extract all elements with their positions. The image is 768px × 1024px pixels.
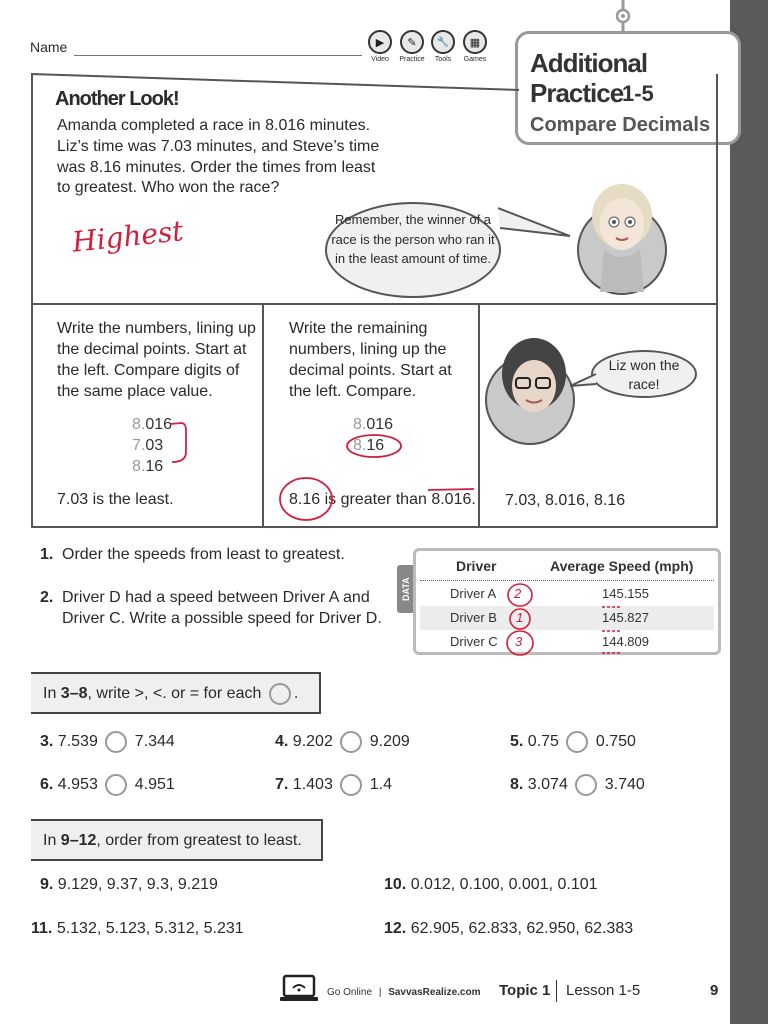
- practice-label: Practice: [399, 56, 425, 63]
- hint-speech-bubble: Remember, the winner of a race is the person who ran it in the least amount of time.: [325, 202, 501, 298]
- hook-icon: [612, 0, 634, 32]
- footer-topic: Topic 1: [499, 982, 551, 999]
- laptop-wifi-icon: [279, 974, 319, 1004]
- student-avatar-blonde: [574, 176, 670, 298]
- step2-result: 8.16 is greater than 8.016.: [289, 491, 476, 508]
- step1-number-stack: [132, 414, 172, 477]
- red-ranking-circles: [504, 581, 536, 657]
- handwritten-answer: Highest: [70, 214, 185, 259]
- page-number: 9: [710, 982, 719, 999]
- answer-circle[interactable]: [575, 774, 597, 796]
- compare-item: 7. 1.403 1.4: [275, 774, 392, 796]
- red-annotation-marks: [278, 474, 488, 524]
- table-row: Driver A 2 145.155: [450, 586, 649, 601]
- games-button[interactable]: [462, 30, 488, 63]
- compare-item: 6. 4.953 4.951: [40, 774, 175, 796]
- footer-lesson: Lesson 1-5: [566, 982, 641, 999]
- step1-number: 7.03: [132, 437, 164, 454]
- another-look-problem: Amanda completed a race in 8.016 minutes. Liz’s time was 7.03 minutes, and Steve’s time was 8.16 minutes. Order the times from least to greatest. Who won the race?: [57, 117, 380, 197]
- lesson-subtitle: Compare Decimals: [530, 114, 711, 136]
- red-bracket-mark: [168, 418, 192, 468]
- games-icon: ▦: [463, 30, 487, 54]
- answer-circle[interactable]: [340, 774, 362, 796]
- footer-go-online: Go Online | SavvasRealize.com: [327, 987, 481, 998]
- footer-divider: [556, 980, 557, 1002]
- name-field[interactable]: [74, 55, 362, 56]
- order-item: 9. 9.129, 9.37, 9.3, 9.219: [40, 876, 218, 893]
- compare-item: 8. 3.074 3.740: [510, 774, 645, 796]
- video-label: Video: [371, 56, 389, 63]
- practice-icon: ✎: [400, 30, 424, 54]
- step2-instructions: Write the remaining numbers, lining up the decimal points. Start at the left. Compare.: [289, 320, 452, 400]
- step2-number: 8.016: [353, 416, 394, 433]
- compare-item: 3. 7.539 7.344: [40, 731, 175, 753]
- video-icon: ▶: [368, 30, 392, 54]
- video-button[interactable]: [367, 30, 393, 63]
- name-label: Name: [30, 39, 68, 55]
- order-item: 12. 62.905, 62.833, 62.950, 62.383: [384, 920, 634, 937]
- table-header-speed: Average Speed (mph): [550, 558, 694, 574]
- driver-speed-table: [413, 548, 721, 655]
- step1-instructions: Write the numbers, lining up the decimal points. Start at the left. Compare digits of the same place value.: [57, 320, 256, 400]
- answer-circle[interactable]: [566, 731, 588, 753]
- steps-divider: [31, 303, 718, 305]
- table-header-driver: Driver: [456, 558, 497, 574]
- answer-circle[interactable]: [105, 774, 127, 796]
- question-2-text: Driver D had a speed between Driver A and Driver C. Write a possible speed for Driver D.: [62, 589, 382, 627]
- red-underline-marks: [602, 591, 626, 655]
- another-look-heading: Another Look!: [55, 88, 179, 110]
- realize-link[interactable]: SavvasRealize.com: [388, 987, 481, 998]
- tools-label: Tools: [434, 56, 452, 63]
- title-line2: Practice: [530, 78, 624, 108]
- question-1-text: Order the speeds from least to greatest.: [62, 546, 345, 563]
- games-label: Games: [463, 56, 487, 63]
- column-divider-1: [262, 303, 264, 528]
- answer-circle[interactable]: [105, 731, 127, 753]
- tools-icon: 🔧: [431, 30, 455, 54]
- step1-result: 7.03 is the least.: [57, 491, 174, 508]
- page-edge-bar: [730, 0, 768, 1024]
- section-9-12-banner: In 9–12, order from greatest to least.: [31, 819, 323, 861]
- tools-button[interactable]: [430, 30, 456, 63]
- speech-bubble-tail: [498, 200, 573, 240]
- data-tab-label: DATA: [397, 565, 415, 613]
- step1-number: 8.16: [132, 458, 164, 475]
- step1-number: 8.016: [132, 416, 173, 433]
- question-1: 1.: [40, 546, 54, 563]
- order-item: 10. 0.012, 0.100, 0.001, 0.101: [384, 876, 598, 893]
- section-3-8-banner: In 3–8, write >, <. or = for each .: [31, 672, 321, 714]
- red-circle-mark: [345, 433, 405, 461]
- order-item: 11. 5.132, 5.123, 5.312, 5.231: [31, 920, 244, 937]
- compare-item: 5. 0.75 0.750: [510, 731, 636, 753]
- table-row: Driver C 3 144.809: [450, 634, 649, 649]
- step2-number: 8.16: [353, 437, 385, 454]
- title-line1: Additional: [530, 48, 648, 78]
- liz-speech-bubble: Liz won the race!: [591, 350, 697, 398]
- header-divider: [420, 580, 714, 581]
- compare-circle-icon: [269, 683, 291, 705]
- step3-result: 7.03, 8.016, 8.16: [505, 492, 626, 509]
- answer-circle[interactable]: [340, 731, 362, 753]
- liz-bubble-tail: [570, 372, 598, 392]
- question-2: 2.: [40, 589, 54, 606]
- compare-item: 4. 9.202 9.209: [275, 731, 410, 753]
- lesson-number: 1-5: [622, 81, 654, 106]
- table-row: Driver B 1 145.827: [420, 606, 714, 630]
